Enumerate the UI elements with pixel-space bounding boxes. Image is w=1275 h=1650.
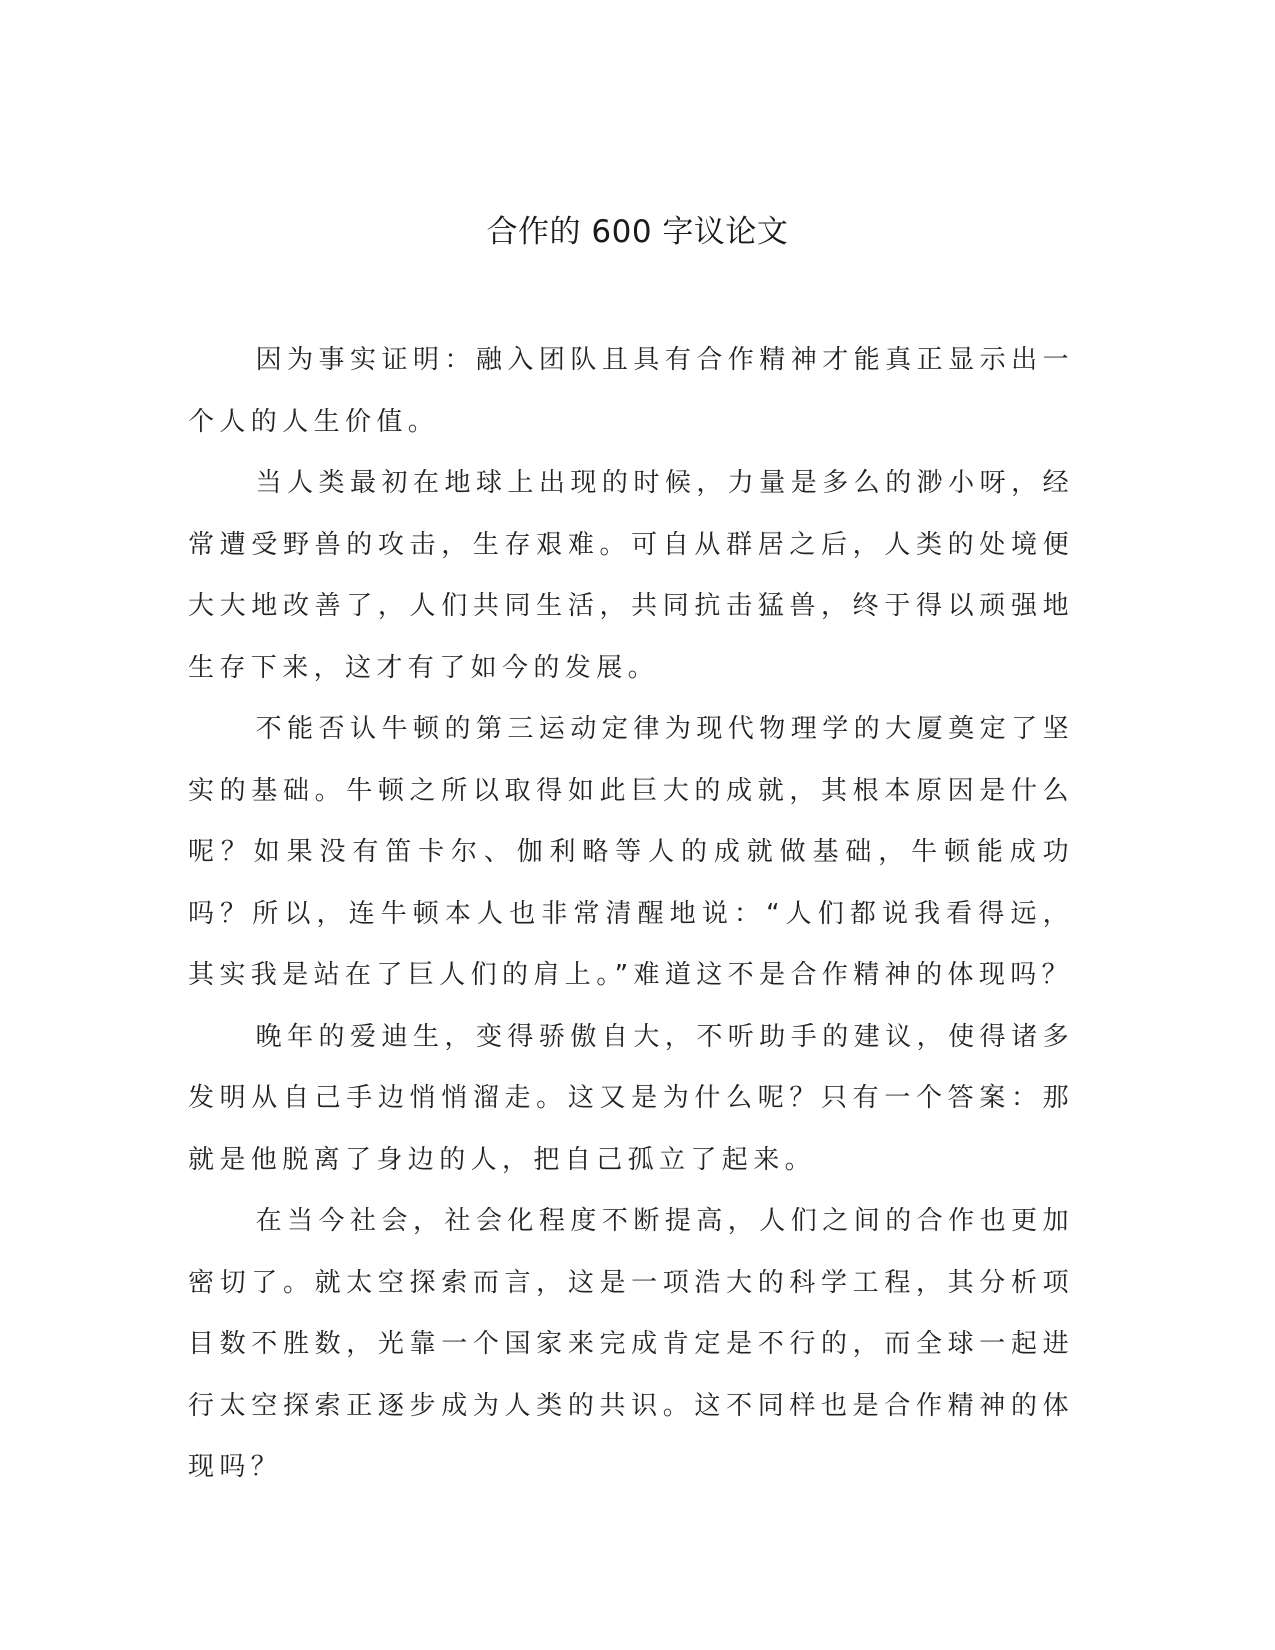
document-title: 合作的 600 字议论文 <box>486 214 789 250</box>
document-body <box>188 330 1074 1499</box>
paragraph: 晚年的爱迪生，变得骄傲自大，不听助手的建议，使得诸多发明从自己手边悄悄溜走。这又是为什么呢？只有一个答案：那就是他脱离了身边的人，把自己孤立了起来。 <box>188 1021 1074 1175</box>
paragraph: 当人类最初在地球上出现的时候，力量是多么的渺小呀，经常遭受野兽的攻击，生存艰难。可自从群居之后，人类的处境便大大地改善了，人们共同生活，共同抗击猛兽，终于得以顽强地生存下来，这才有了如今的发展。 <box>188 468 1074 683</box>
paragraph: 不能否认牛顿的第三运动定律为现代物理学的大厦奠定了坚实的基础。牛顿之所以取得如此巨大的成就，其根本原因是什么呢？如果没有笛卡尔、伽利略等人的成就做基础，牛顿能成功吗？所以，连牛顿本人也非常清醒地说：“人们都说我看得远，其实我是站在了巨人们的肩上。”难道这不是合作精神的体现吗？ <box>188 714 1074 990</box>
paragraph: 因为事实证明：融入团队且具有合作精神才能真正显示出一个人的人生价值。 <box>188 345 1074 437</box>
paragraph: 在当今社会，社会化程度不断提高，人们之间的合作也更加密切了。就太空探索而言，这是一项浩大的科学工程，其分析项目数不胜数，光靠一个国家来完成肯定是不行的，而全球一起进行太空探索正逐步成为人类的共识。这不同样也是合作精神的体现吗？ <box>188 1206 1074 1482</box>
